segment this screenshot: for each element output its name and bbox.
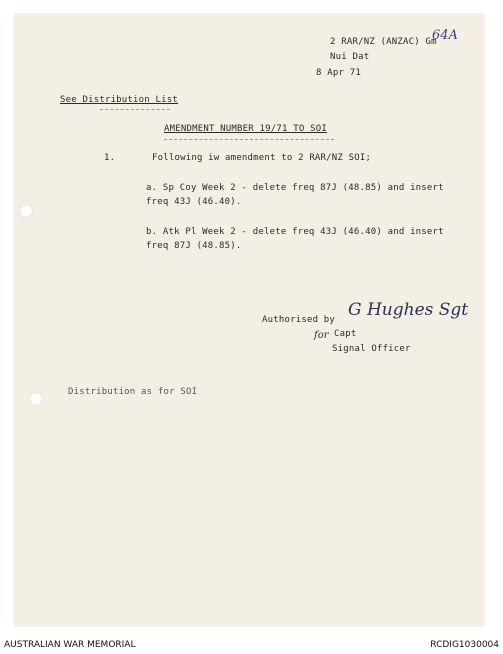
distribution-reference: See Distribution List [60, 95, 178, 105]
document-page [14, 14, 484, 626]
item-b-line-2: freq 87J (48.85). [146, 241, 242, 251]
signatory-appointment: Signal Officer [332, 344, 411, 354]
item-a-line-1: a. Sp Coy Week 2 - delete freq 87J (48.85) and insert [146, 183, 444, 193]
item-a-line-2: freq 43J (46.40). [146, 197, 242, 207]
archive-name: AUSTRALIAN WAR MEMORIAL [4, 640, 136, 650]
for-mark: for [314, 330, 329, 341]
paragraph-text: Following iw amendment to 2 RAR/NZ SOI; [152, 153, 372, 163]
distribution-underline [100, 109, 170, 110]
unit-name: 2 RAR/NZ (ANZAC) Gm [330, 37, 437, 47]
paragraph-number: 1. [104, 153, 116, 163]
punch-hole-bottom [29, 392, 43, 406]
archive-footer [0, 636, 503, 654]
folio-number: 64A [432, 28, 458, 43]
punch-hole-top [19, 204, 33, 218]
date: 8 Apr 71 [316, 68, 361, 78]
authorised-by-label: Authorised by [262, 315, 336, 325]
handwritten-signature: G Hughes Sgt [348, 300, 469, 320]
distribution-footer: Distribution as for SOI [68, 387, 198, 397]
location: Nui Dat [330, 52, 370, 62]
signatory-rank: Capt [334, 329, 357, 339]
title-underline [164, 139, 334, 140]
archive-id: RCDIG1030004 [430, 640, 499, 650]
document-title: AMENDMENT NUMBER 19/71 TO SOI [164, 124, 327, 134]
item-b-line-1: b. Atk Pl Week 2 - delete freq 43J (46.40) and insert [146, 227, 444, 237]
